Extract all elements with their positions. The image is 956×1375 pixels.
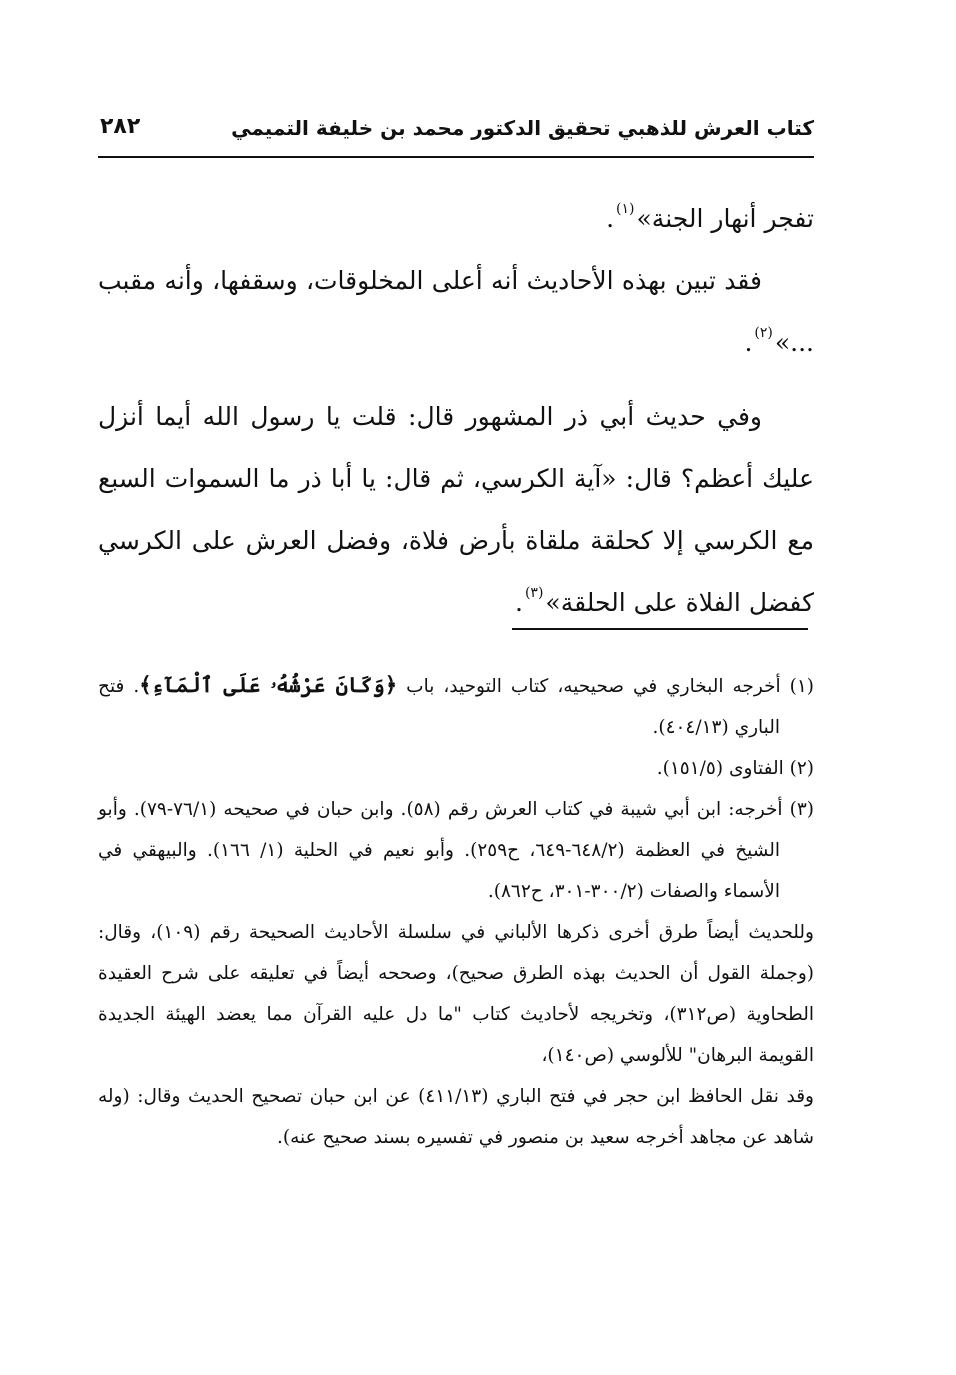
footnote-1-number: (١) [789,676,814,697]
footnote-1-text: أخرجه البخاري في صحيحيه، كتاب التوحيد، باب [406,676,781,697]
footnote-2 [98,748,814,789]
page-number: ٢٨٢ [100,114,141,139]
paragraph-1-end: . [606,204,615,233]
footnote-1-source: . فتح الباري (٤٠٤/١٣). [98,676,780,738]
paragraph-3-end: . [514,588,523,617]
paragraph-2 [98,250,814,374]
footnote-2-text: الفتاوى (١٥١/٥). [656,758,784,779]
footnote-ref-2: (٢) [754,325,773,341]
footnote-ref-1: (١) [616,201,635,217]
paragraph-3 [98,386,814,634]
quran-verse: ﴿وَكَانَ عَرْشُهُۥ عَلَى ٱلْمَآءِ﴾ [139,672,398,697]
footnote-1 [98,664,814,748]
paragraph-1-text: تفجر أنهار الجنة» [636,204,814,233]
footnote-separator [512,628,808,630]
footnotes [98,664,814,1158]
main-text [98,188,814,634]
paragraph-1 [98,188,814,250]
footnote-3-para-3: وقد نقل الحافظ ابن حجر في فتح الباري (٤١١/١٣) عن ابن حبان تصحيح الحديث وقال: (وله شاهد عن مجاهد أخرجه سعيد بن منصور في تفسيره بسند صحيح عنه). [98,1086,814,1148]
paragraph-3-text: وفي حديث أبي ذر المشهور قال: قلت يا رسول الله أيما أنزل عليك أعظم؟ قال: «آية الكرسي، ثم قال: يا أبا ذر ما السموات السبع مع الكرسي إلا كحلقة ملقاة بأرض فلاة، وفضل العرش على الكرسي كفضل الفلاة على الحلقة» [98,402,814,617]
paragraph-2-end: . [744,328,753,357]
footnote-ref-3: (٣) [524,585,544,601]
paragraph-2-text: فقد تبين بهذه الأحاديث أنه أعلى المخلوقات، وسقفها، وأنه مقبب ...» [98,266,814,357]
page-header [98,112,814,158]
running-title: كتاب العرش للذهبي تحقيق الدكتور محمد بن خليفة التميمي [231,116,814,140]
footnote-3-para-2: وللحديث أيضاً طرق أخرى ذكرها الألباني في سلسلة الأحاديث الصحيحة رقم (١٠٩)، وقال: (وجملة القول أن الحديث بهذه الطرق صحيح)، وصححه أيضاً في تعليقه على شرح العقيدة الطحاوية (ص٣١٢)، وتخريجه لأحاديث كتاب "ما دل عليه القرآن مما يعضد الهيئة الجديدة القويمة البرهان" للألوسي (ص١٤٠)، [98,922,814,1066]
footnote-3-text: أخرجه: ابن أبي شيبة في كتاب العرش رقم (٥٨). وابن حبان في صحيحه (٧٦/١-٧٩). وأبو الشيخ في العظمة (٦٤٨/٢-٦٤٩، ح٢٥٩). وأبو نعيم في الحلية (١/ ١٦٦). والبيهقي في الأسماء والصفات (٣٠٠/٢-٣٠١، ح٨٦٢). [98,799,783,902]
footnote-3 [98,789,814,912]
footnote-3-number: (٣) [789,799,815,820]
footnote-2-number: (٢) [789,758,814,779]
